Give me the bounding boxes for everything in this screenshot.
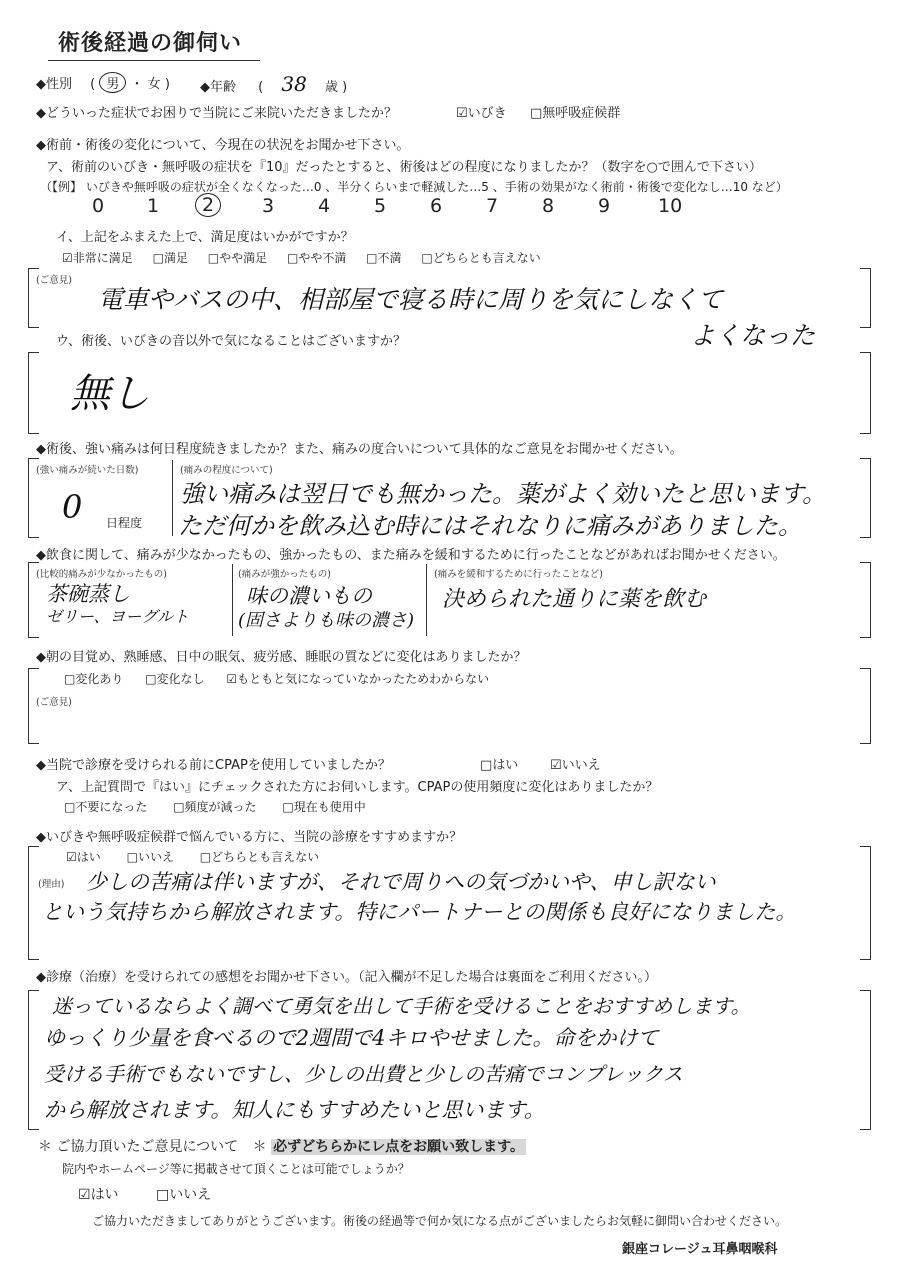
title-underline — [48, 60, 260, 61]
pain-answer-line2[interactable]: ただ何かを飲み込む時にはそれなりに痛みがありました。 — [178, 512, 802, 540]
other-box-right — [860, 352, 871, 434]
checkbox-icon: □ — [421, 251, 433, 265]
recommend-reason-label: (理由) — [38, 879, 65, 890]
impression-question: ◆診療（治療）を受けられての感想をお聞かせ下さい。（記入欄が不足した場合は裏面をご利用ください。） — [36, 970, 657, 985]
satisfaction-options — [62, 249, 541, 266]
option-label: 満足 — [163, 251, 188, 265]
scale-4[interactable]: 4 — [318, 195, 331, 217]
checkbox-icon: □ — [173, 800, 185, 814]
recommend-answer-line2[interactable]: という気持ちから解放されます。特にパートナーとの関係も良好になりました。 — [42, 900, 797, 924]
option-label: どちらとも言えない — [432, 251, 541, 265]
food-question: ◆飲食に関して、痛みが少なかったもの、強かったもの、また痛みを緩和するために行ったことなどがあればお聞かせください。 — [36, 548, 786, 563]
cpap-sub-question: ア、上記質問で『はい』にチェックされた方にお伺いします。CPAPの使用頻度に変化はありましたか？ — [56, 780, 659, 795]
option-label: 変化あり — [75, 672, 124, 686]
satisfaction-answer-line1[interactable]: 電車やバスの中、相部屋で寝る時に周りを気にしなくて — [98, 285, 724, 314]
sex-field — [36, 72, 170, 93]
scale-6[interactable]: 6 — [430, 195, 443, 217]
other-answer[interactable]: 無し — [70, 371, 150, 417]
cpap-option-unneeded[interactable] — [64, 800, 147, 814]
satisfaction-option-satisfied[interactable] — [153, 251, 188, 265]
sex-female[interactable]: 女 — [147, 77, 161, 92]
option-label: やや不満 — [298, 251, 347, 265]
option-label: いいえ — [137, 850, 174, 864]
scale-3[interactable]: 3 — [262, 195, 275, 217]
scale-7[interactable]: 7 — [486, 195, 499, 217]
option-label: はい — [90, 1187, 119, 1203]
cpap-sub-options — [64, 798, 366, 815]
food-divider-1 — [232, 564, 233, 636]
recommend-options — [66, 848, 319, 865]
satisfaction-option-somewhat-dis[interactable] — [287, 251, 346, 265]
symptom-option-label: いびき — [467, 106, 507, 121]
option-label: 不要になった — [75, 800, 148, 814]
satisfaction-question: イ、上記をふまえた上で、満足度はいかがですか？ — [56, 230, 354, 245]
satisfaction-option-somewhat[interactable] — [208, 251, 267, 265]
age-label: ◆年齢 — [200, 80, 236, 95]
food-strong-answer2[interactable]: (固さよりも味の濃さ) — [238, 610, 415, 631]
pain-degree-label: (痛みの程度について) — [180, 465, 273, 476]
checkbox-icon: □ — [152, 251, 164, 265]
satisfaction-option-neither[interactable] — [421, 251, 540, 265]
checkbox-icon: □ — [480, 758, 493, 773]
recommend-box-right — [860, 846, 871, 960]
impression-box-right — [860, 990, 871, 1130]
opinion-label: (ご意見) — [36, 275, 72, 286]
option-label: 非常に満足 — [72, 251, 133, 265]
checkbox-icon: □ — [366, 251, 378, 265]
sex-paren-open: ( — [90, 77, 96, 92]
food-divider-2 — [426, 564, 427, 636]
age-paren-open: ( — [258, 80, 264, 95]
option-label: 現在も使用中 — [293, 800, 366, 814]
checkbox-checked-icon: ☑ — [62, 251, 73, 265]
sex-separator: ・ — [130, 77, 144, 92]
consent-yes[interactable] — [78, 1184, 119, 1204]
satisfaction-answer-line2[interactable]: よくなった — [690, 321, 816, 350]
symptom-option-snoring[interactable] — [456, 102, 507, 121]
recommend-option-neither[interactable] — [200, 850, 319, 864]
checkbox-icon: □ — [199, 850, 212, 864]
change-sub-question: ア、術前のいびき・無呼吸の症状を『10』だったとすると、術後はどの程度になりましたか？（数字を○で囲んで下さい） — [46, 160, 762, 175]
pain-days-value[interactable]: 0 — [62, 488, 83, 526]
age-value[interactable]: 38 — [281, 72, 307, 96]
food-strong-label: (痛みが強かったもの) — [238, 569, 331, 580]
checkbox-checked-icon: ☑ — [78, 1187, 91, 1203]
scale-5[interactable]: 5 — [374, 195, 387, 217]
symptom-option-apnea[interactable] — [530, 102, 620, 121]
option-label: 不満 — [377, 251, 402, 265]
asterisk-icon: ＊ — [252, 1139, 267, 1155]
cpap-option-reduced[interactable] — [173, 800, 256, 814]
page-title: 術後経過の御伺い — [58, 31, 243, 56]
sex-label: ◆性別 — [36, 77, 72, 92]
cpap-no[interactable] — [550, 754, 601, 773]
other-question: ウ、術後、いびきの音以外で気になることはございますか？ — [56, 334, 406, 349]
food-less-answer1[interactable]: 茶碗蒸し — [46, 582, 130, 606]
food-box-right — [860, 562, 871, 638]
morning-question: ◆朝の目覚め、熟睡感、日中の眠気、疲労感、睡眠の質などに変化はありましたか？ — [36, 650, 527, 665]
checkbox-checked-icon: ☑ — [550, 758, 562, 773]
thanks-text: ご協力いただきましてありがとうございます。術後の経過等で何か気になる点がございましたらお気軽に御問い合わせください。 — [92, 1214, 788, 1228]
sex-male-selected[interactable]: 男 — [99, 72, 126, 93]
cpap-option-still[interactable] — [282, 800, 365, 814]
food-less-answer2[interactable]: ゼリー、ヨーグルト — [46, 607, 189, 626]
scale-0[interactable]: 0 — [92, 195, 105, 217]
satisfaction-box-right — [860, 268, 871, 328]
morning-option-nochange[interactable] — [145, 672, 204, 686]
checkbox-icon: □ — [282, 800, 294, 814]
impression-answer-line2[interactable]: ゆっくり少量を食べるので2週間で4キロやせました。命をかけて — [44, 1026, 659, 1050]
option-label: 変化なし — [156, 672, 205, 686]
impression-box-left — [28, 990, 39, 1130]
asterisk-icon: ＊ — [38, 1139, 52, 1155]
checkbox-icon: □ — [145, 672, 157, 686]
pain-divider — [172, 460, 173, 536]
checkbox-checked-icon: ☑ — [456, 106, 468, 121]
checkbox-icon: □ — [126, 850, 138, 864]
clinic-name: 銀座コレージュ耳鼻咽喉科 — [622, 1242, 778, 1257]
scale-8[interactable]: 8 — [542, 195, 555, 217]
pain-box-right — [860, 458, 871, 538]
checkbox-checked-icon: ☑ — [226, 672, 238, 686]
morning-options — [64, 670, 489, 687]
recommend-box-left — [28, 846, 39, 960]
food-less-label: (比較的痛みが少なかったもの) — [36, 569, 167, 580]
consent-heading: ご協力頂いたご意見について — [56, 1139, 239, 1155]
checkbox-icon: □ — [286, 251, 299, 265]
scale-10[interactable]: 10 — [658, 195, 683, 217]
scale-2-selected[interactable]: 2 — [195, 193, 221, 217]
consent-question: 院内やホームページ等に掲載させて頂くことは可能でしょうか？ — [62, 1162, 410, 1176]
other-box-left — [28, 352, 39, 434]
change-question: ◆術前・術後の変化について、今現在の状況をお聞かせ下さい。 — [36, 138, 410, 153]
morning-box-right — [860, 668, 871, 744]
consent-header — [38, 1136, 526, 1156]
morning-opinion-label: (ご意見) — [36, 697, 72, 708]
cpap-question: ◆当院で診療を受けられる前にCPAPを使用していましたか？ — [36, 758, 391, 773]
checkbox-icon: □ — [64, 800, 76, 814]
option-label: やや満足 — [219, 251, 268, 265]
option-label: はい — [76, 850, 101, 864]
checkbox-icon: □ — [530, 106, 543, 121]
impression-answer-line3[interactable]: 受ける手術でもないですし、少しの出費と少しの苦痛でコンプレックス — [44, 1062, 683, 1086]
scale-1[interactable]: 1 — [147, 195, 160, 217]
consent-highlight: 必ずどちらかにレ点をお願い致します。 — [273, 1139, 524, 1155]
option-label: いいえ — [169, 1187, 212, 1203]
pain-days-unit: 日程度 — [106, 516, 143, 530]
recommend-option-yes[interactable] — [66, 850, 101, 864]
option-label: どちらとも言えない — [211, 850, 320, 864]
food-strong-answer1[interactable]: 味の濃いもの — [246, 584, 372, 608]
pain-answer-line1[interactable]: 強い痛みは翌日でも無かった。薬がよく効いたと思います。 — [180, 480, 827, 508]
morning-option-changed[interactable] — [64, 672, 123, 686]
food-relief-answer[interactable]: 決められた通りに薬を飲む — [442, 587, 707, 612]
checkbox-icon: □ — [207, 251, 220, 265]
morning-option-unknown[interactable] — [226, 672, 489, 686]
pain-days-label: (強い痛みが続いた日数) — [36, 465, 139, 476]
checkbox-icon: □ — [156, 1187, 170, 1203]
option-label: はい — [492, 758, 519, 773]
symptom-option-label: 無呼吸症候群 — [542, 106, 621, 121]
age-unit: 歳 — [324, 80, 338, 95]
checkbox-icon: □ — [64, 672, 76, 686]
satisfaction-option-dis[interactable] — [366, 251, 401, 265]
change-example: （【例】 いびきや無呼吸の症状が全くなくなった…0 、半分くらいまで軽減した…5 、手術の効果がなく術前・術後で変化なし…10 など） — [40, 180, 788, 194]
consent-no[interactable] — [156, 1184, 211, 1204]
sex-paren-close: ) — [164, 77, 170, 92]
option-label: もともと気になっていなかったためわからない — [237, 672, 490, 686]
symptom-question: ◆どういった症状でお困りで当院にご来院いただきましたか？ — [36, 106, 397, 121]
satisfaction-option-very[interactable] — [62, 251, 133, 265]
impression-answer-line4[interactable]: から解放されます。知人にもすすめたいと思います。 — [44, 1098, 545, 1122]
pain-question: ◆術後、強い痛みは何日程度続きましたか？また、痛みの度合いについて具体的なご意見をお聞かせください。 — [36, 442, 683, 457]
age-field — [200, 72, 347, 96]
recommend-question: ◆いびきや無呼吸症候群で悩んでいる方に、当院の診療をすすめますか？ — [36, 830, 463, 845]
option-label: 頻度が減った — [184, 800, 257, 814]
scale-9[interactable]: 9 — [598, 195, 611, 217]
checkbox-checked-icon: ☑ — [66, 850, 77, 864]
recommend-option-no[interactable] — [127, 850, 174, 864]
option-label: いいえ — [561, 758, 601, 773]
age-paren-close: ) — [342, 80, 348, 95]
food-relief-label: (痛みを緩和するために行ったことなど) — [434, 569, 603, 580]
impression-answer-line1[interactable]: 迷っているならよく調べて勇気を出して手術を受けることをおすすめします。 — [52, 994, 751, 1018]
cpap-yes[interactable] — [480, 754, 518, 773]
recommend-answer-line1[interactable]: 少しの苦痛は伴いますが、それで周りへの気づかいや、申し訳ない — [86, 870, 716, 894]
